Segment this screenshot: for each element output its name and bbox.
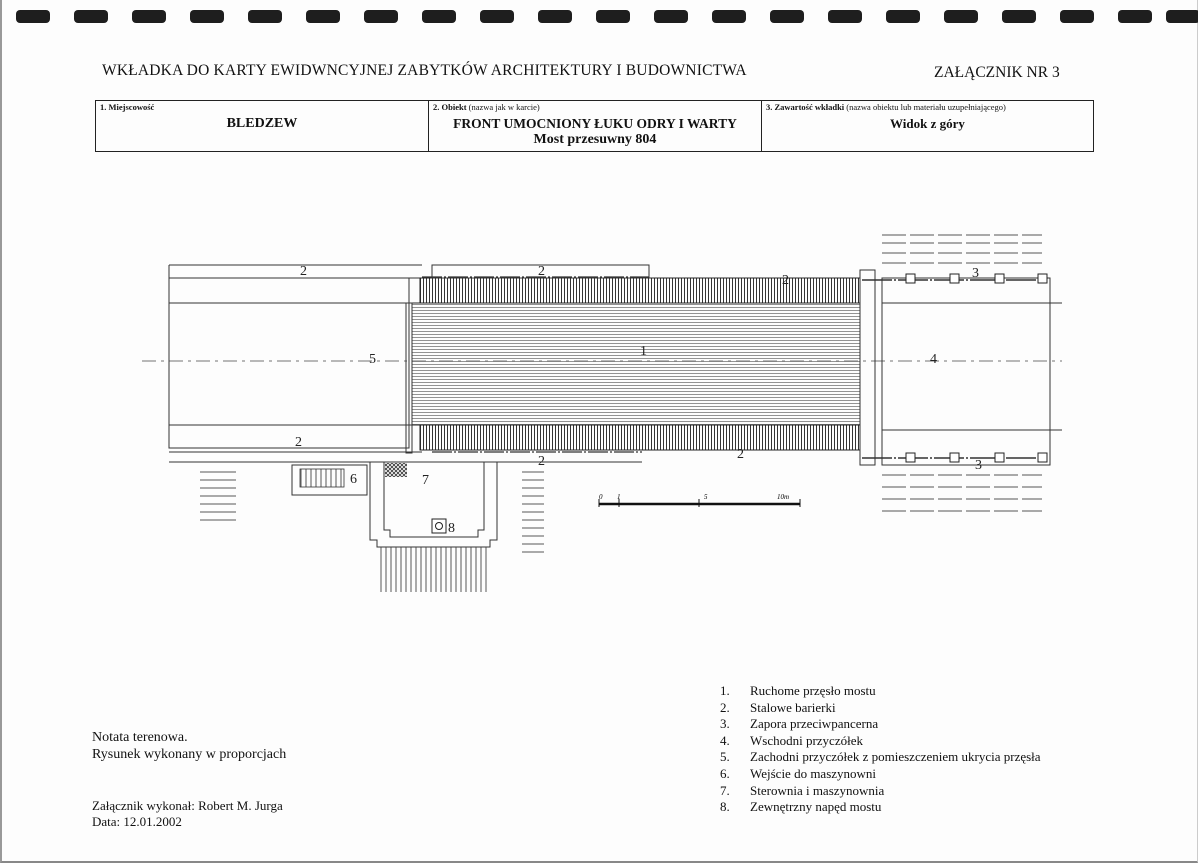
label-2-nw: 2 [300,264,307,279]
bank-steps-center [522,465,544,555]
field-object-subvalue: Most przesuwny 804 [533,132,657,147]
scale-label-0: 0 [599,493,603,501]
binding-hole [1118,10,1152,23]
legend-text: Wejście do maszynowni [750,765,877,781]
label-2-n: 2 [538,264,545,279]
legend-item [720,733,1041,750]
legend-number: 6. [720,765,730,781]
binding-hole [538,10,572,23]
scale-label-5: 5 [704,493,708,501]
label-1-span: 1 [640,344,647,359]
field-notes [92,729,286,763]
control-room [370,462,497,592]
binding-hole [16,10,50,23]
legend-list [720,683,1041,816]
binding-hole [654,10,688,23]
label-2-ne: 2 [782,273,789,288]
author-info [92,798,283,830]
binding-hole [190,10,224,23]
field-object [429,101,762,151]
binding-hole [248,10,282,23]
annex-number: ZAŁĄCZNIK NR 3 [934,64,1060,81]
scale-label-10: 10m [777,493,790,501]
legend-text: Ruchome przęsło mostu [750,683,876,698]
field-object-value: FRONT UMOCNIONY ŁUKU ODRY I WARTY [453,116,737,131]
legend-text: Zachodni przyczółek z pomieszczeniem ukrycia przęsła [750,749,1041,765]
legend-item [720,683,1041,700]
date-line: Data: 12.01.2002 [92,814,182,829]
binding-hole [364,10,398,23]
field-content [762,101,1093,151]
binding-hole [422,10,456,23]
legend-text: Stalowe barierki [750,699,836,715]
legend-text: Zewnętrzny napęd mostu [750,799,882,815]
legend-text: Wschodni przyczółek [750,732,863,748]
binding-hole [1060,10,1094,23]
legend-number: 2. [720,699,730,715]
label-5-west-abutment: 5 [369,352,376,367]
field-content-label: 3. Zawartość wkładki (nazwa obiektu lub materiału uzupełniającego) [766,102,1006,112]
header-table [95,100,1094,152]
legend-item [720,766,1041,783]
legend-item [720,700,1041,717]
binding-hole [828,10,862,23]
field-content-value: Widok z góry [890,116,965,131]
scale-label-1: 1 [617,493,621,501]
legend-number: 7. [720,782,730,798]
binding-hole [132,10,166,23]
legend-item [720,716,1041,733]
label-2-sw: 2 [295,435,302,450]
document-title: WKŁADKA DO KARTY EWIDWNCYJNEJ ZABYTKÓW ARCHITEKTURY I BUDOWNICTWA [102,62,747,79]
label-8-drive: 8 [448,521,455,536]
binding-holes [16,10,1196,26]
binding-hole [596,10,630,23]
legend-number: 8. [720,799,730,815]
label-7-control-room: 7 [422,473,429,488]
legend-text: Sterownia i maszynownia [750,782,885,798]
field-location-label: 1. Miejscowość [100,102,155,112]
notes-line-1: Notata terenowa. [92,730,188,745]
binding-hole [770,10,804,23]
field-object-label: 2. Obiekt (nazwa jak w karcie) [433,102,540,112]
legend-number: 4. [720,732,730,748]
field-location-value: BLEDZEW [226,116,298,131]
binding-hole [480,10,514,23]
legend-item [720,749,1041,766]
movable-span-deck [412,303,860,425]
west-steps [200,465,236,521]
label-2-s: 2 [538,454,545,469]
label-6-entrance: 6 [350,472,357,487]
bridge-plan-drawing [122,225,1082,605]
binding-hole [1002,10,1036,23]
label-2-se: 2 [737,447,744,462]
label-3-south: 3 [975,458,982,473]
legend-item [720,783,1041,800]
field-location [96,101,429,151]
binding-hole [712,10,746,23]
legend-number: 3. [720,716,730,732]
legend-number: 5. [720,749,730,765]
author-line: Załącznik wykonał: Robert M. Jurga [92,798,283,813]
label-4-east-abutment: 4 [930,352,937,367]
binding-hole [1166,10,1198,23]
binding-hole [886,10,920,23]
legend-number: 1. [720,683,730,698]
binding-hole [944,10,978,23]
binding-hole [74,10,108,23]
scale-bar [599,493,800,507]
binding-hole [306,10,340,23]
label-3-north: 3 [972,266,979,281]
bridge-railing-north [420,265,860,303]
legend-text: Zapora przeciwpancerna [750,716,879,732]
bridge-railing-south [420,425,860,452]
east-abutment [860,235,1062,511]
notes-line-2: Rysunek wykonany w proporcjach [92,747,287,762]
legend-item [720,799,1041,816]
